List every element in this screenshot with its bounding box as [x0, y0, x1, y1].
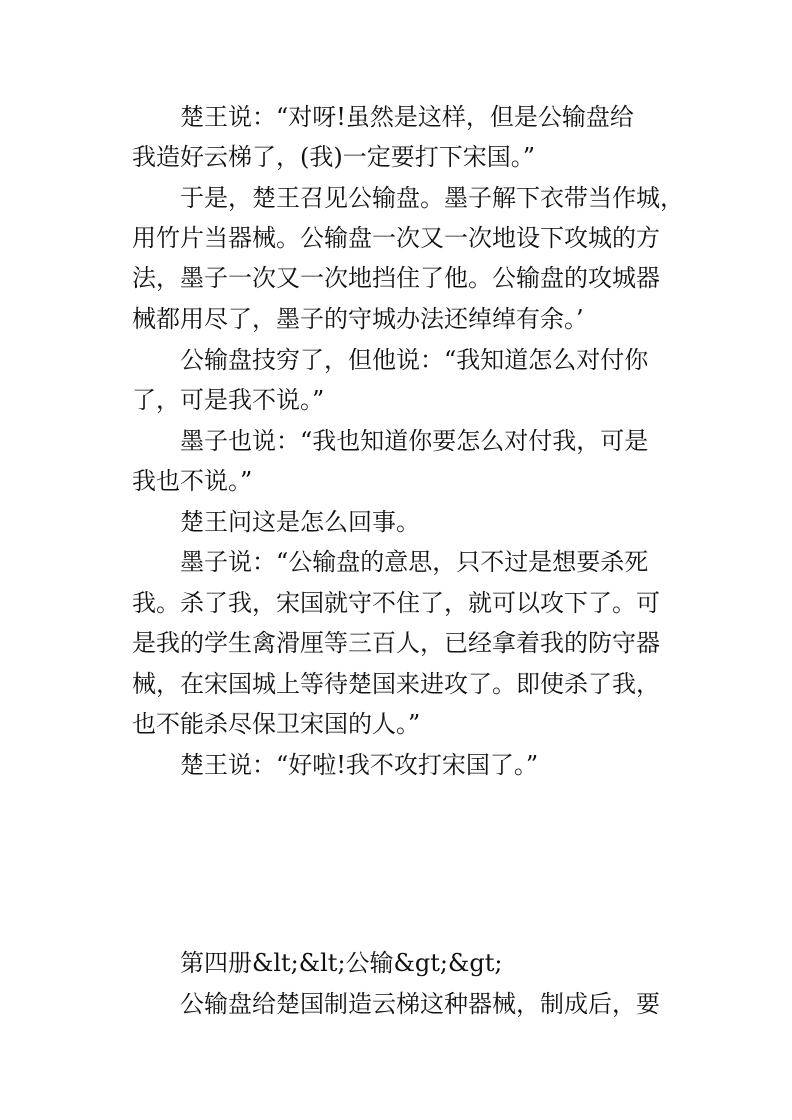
- paragraph-line: 楚王说：“对呀!虽然是这样，但是公输盘给: [180, 103, 634, 131]
- paragraph-line: 墨子也说：“我也知道你要怎么对付我，可是: [180, 427, 649, 455]
- paragraph-line: 了，可是我不说。”: [132, 386, 325, 414]
- paragraph-line: 用竹片当器械。公输盘一次又一次地设下攻城的方: [132, 224, 660, 252]
- paragraph-line: 也不能杀尽保卫宋国的人。”: [132, 710, 421, 738]
- paragraph-line: 械都用尽了，墨子的守城办法还绰绰有余。’: [132, 305, 584, 333]
- paragraph-line: 公输盘技穷了，但他说：“我知道怎么对付你: [180, 346, 649, 374]
- paragraph-line: 械，在宋国城上等待楚国来进攻了。即使杀了我，: [132, 670, 660, 698]
- paragraph-line: 我也不说。”: [132, 467, 253, 495]
- paragraph-line: 于是，楚王召见公输盘。墨子解下衣带当作城，: [180, 184, 684, 212]
- paragraph-line: 楚王问这是怎么回事。: [180, 508, 420, 536]
- paragraph-line: 楚王说：“好啦!我不攻打宋国了。”: [180, 751, 539, 779]
- paragraph-line: 我造好云梯了，(我)一定要打下宋国。”: [132, 143, 535, 171]
- paragraph-line: 法，墨子一次又一次地挡住了他。公输盘的攻城器: [132, 264, 660, 292]
- paragraph-line: 公输盘给楚国制造云梯这种器械，制成后，要: [180, 990, 660, 1018]
- paragraph-line: 墨子说：“公输盘的意思，只不过是想要杀死: [180, 548, 649, 576]
- paragraph-line: 我。杀了我，宋国就守不住了，就可以攻下了。可: [132, 589, 660, 617]
- section-heading: 第四册&lt;&lt;公输&gt;&gt;: [180, 949, 503, 977]
- paragraph-line: 是我的学生禽滑厘等三百人，已经拿着我的防守器: [132, 629, 660, 657]
